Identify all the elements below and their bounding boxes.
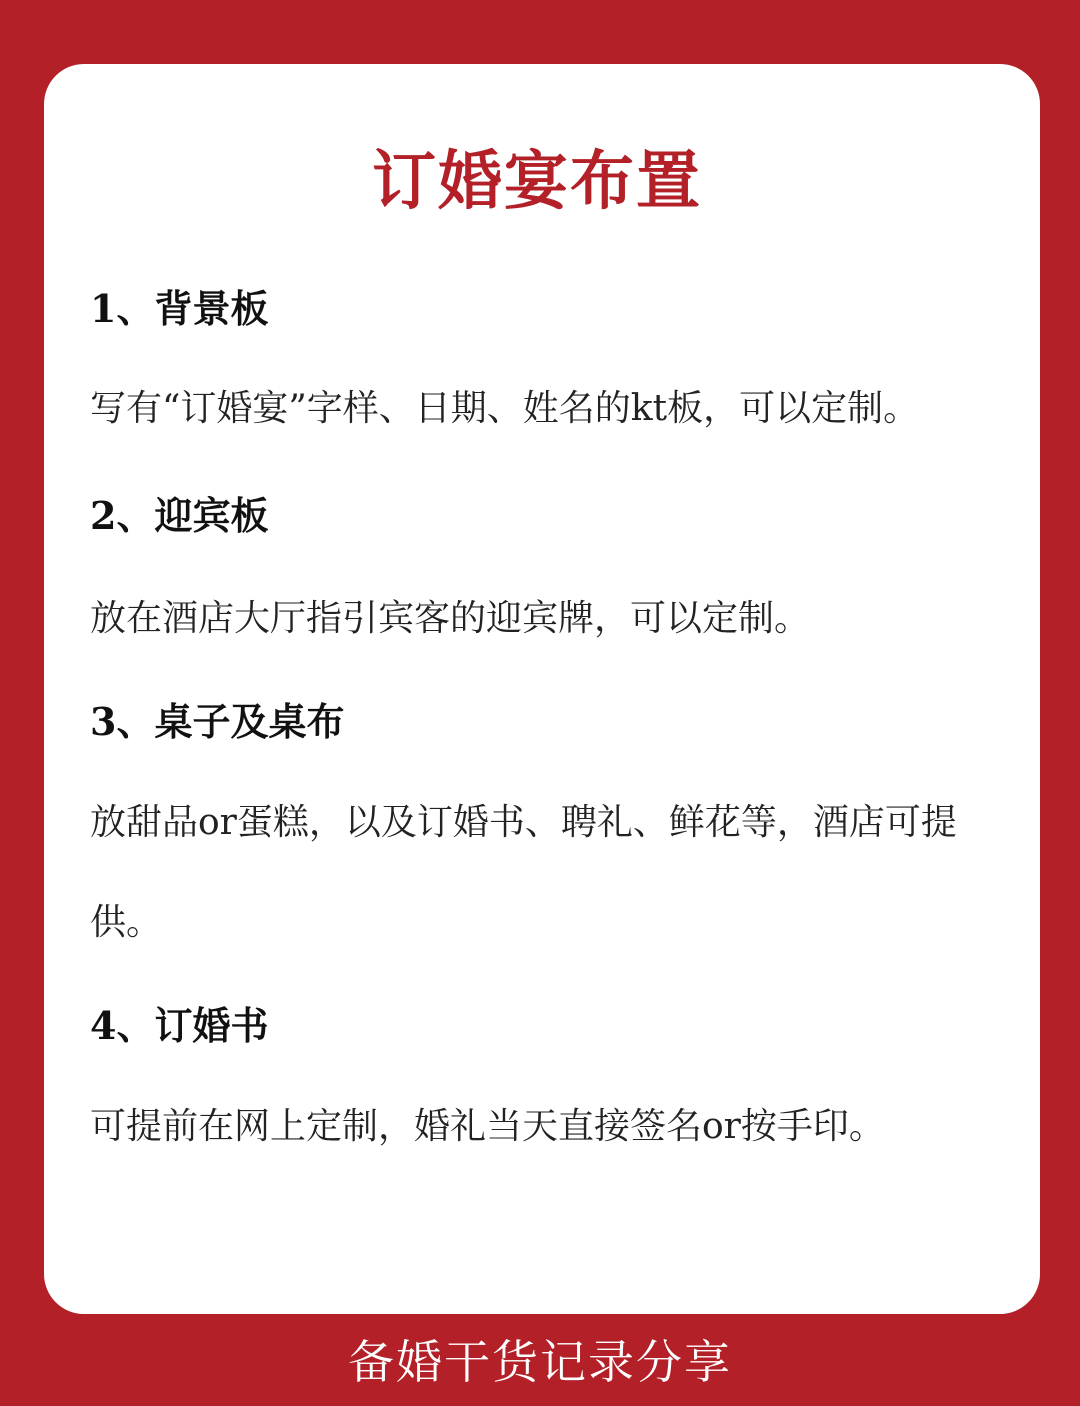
section-tables	[90, 697, 984, 973]
section-heading: 4、订婚书	[90, 1003, 269, 1048]
section-body: 写有“订婚宴”字样、日期、姓名的kt板，可以定制。	[90, 388, 920, 429]
section-heading: 1、背景板	[90, 286, 269, 331]
section-body: 放在酒店大厅指引宾客的迎宾牌，可以定制。	[90, 598, 811, 639]
section-heading: 3、桌子及桌布	[90, 699, 345, 744]
section-welcome-board	[90, 491, 984, 669]
section-engagement-letter	[90, 1001, 984, 1177]
section-body: 可提前在网上定制，婚礼当天直接签名or按手印。	[90, 1106, 885, 1147]
footer-caption: 备婚干货记录分享	[348, 1335, 732, 1389]
section-backdrop	[90, 284, 984, 459]
section-heading: 2、迎宾板	[90, 493, 269, 538]
page-title: 订婚宴布置	[372, 144, 702, 219]
content-card	[44, 64, 1040, 1314]
section-body: 放甜品or蛋糕，以及订婚书、聘礼、鲜花等，酒店可提供。	[90, 802, 957, 943]
